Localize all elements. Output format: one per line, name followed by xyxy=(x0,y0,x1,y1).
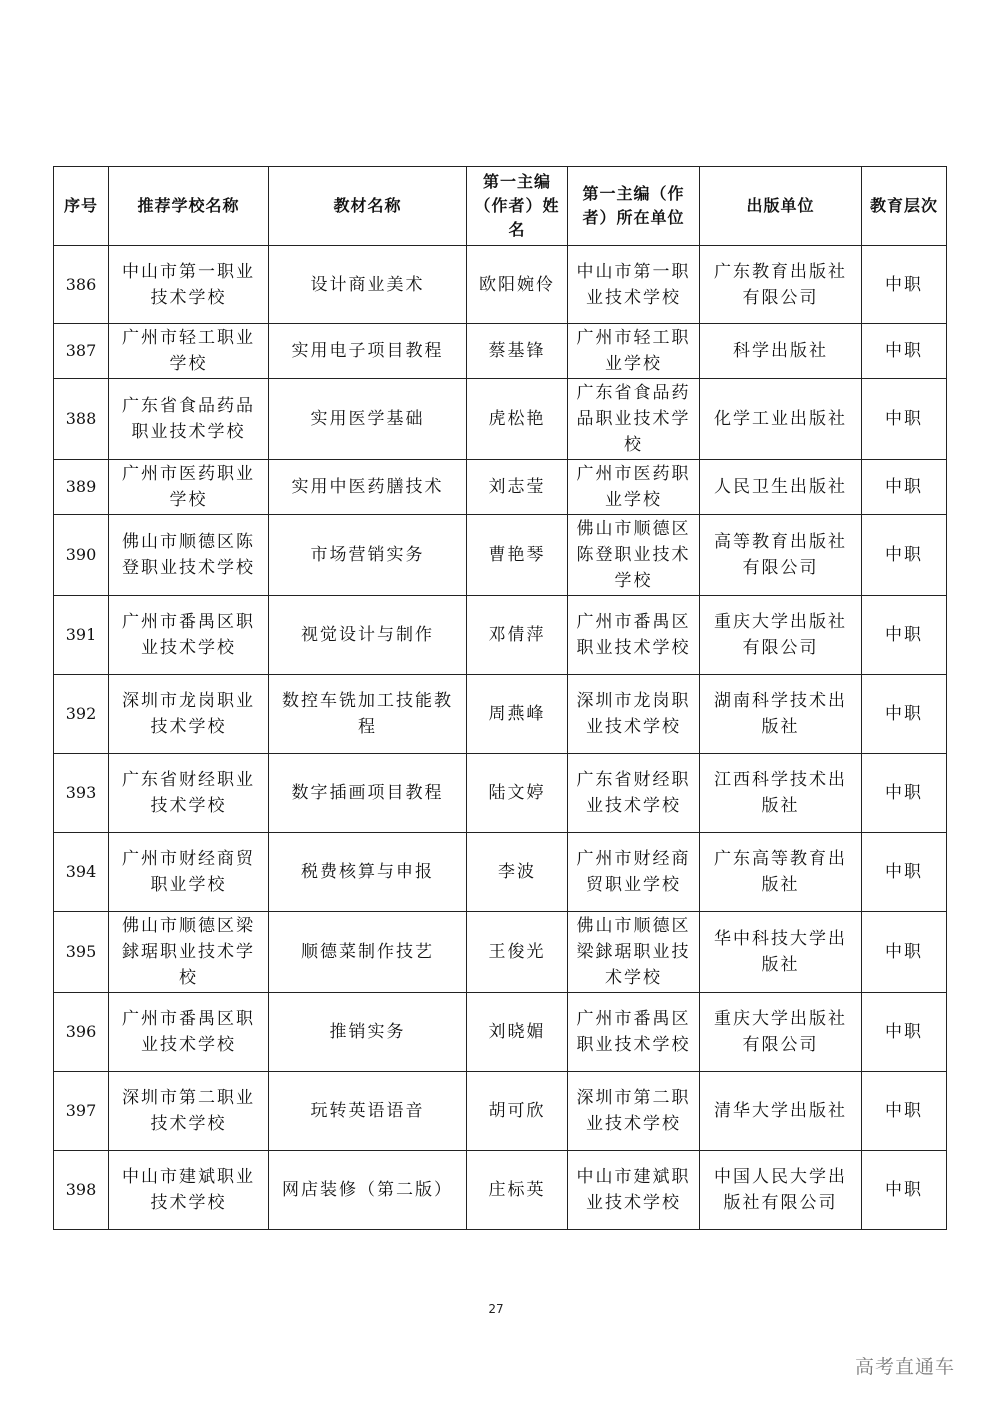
cell-publisher: 人民卫生出版社 xyxy=(700,460,862,515)
cell-seq: 387 xyxy=(54,324,109,379)
cell-textbook: 视觉设计与制作 xyxy=(269,596,467,675)
table-row xyxy=(54,324,947,379)
cell-publisher: 重庆大学出版社有限公司 xyxy=(700,993,862,1072)
cell-level: 中职 xyxy=(862,1072,947,1151)
cell-textbook: 推销实务 xyxy=(269,993,467,1072)
cell-level: 中职 xyxy=(862,912,947,993)
table-row xyxy=(54,912,947,993)
cell-editor-unit: 深圳市龙岗职业技术学校 xyxy=(568,675,700,754)
cell-seq: 388 xyxy=(54,379,109,460)
cell-textbook: 设计商业美术 xyxy=(269,246,467,324)
cell-editor-unit: 广东省财经职业技术学校 xyxy=(568,754,700,833)
cell-editor: 刘志莹 xyxy=(467,460,568,515)
cell-textbook: 实用中医药膳技术 xyxy=(269,460,467,515)
cell-level: 中职 xyxy=(862,324,947,379)
cell-publisher: 化学工业出版社 xyxy=(700,379,862,460)
cell-level: 中职 xyxy=(862,675,947,754)
header-level: 教育层次 xyxy=(862,167,947,246)
cell-school: 广东省食品药品职业技术学校 xyxy=(109,379,269,460)
cell-editor-unit: 中山市第一职业技术学校 xyxy=(568,246,700,324)
cell-seq: 392 xyxy=(54,675,109,754)
cell-editor: 胡可欣 xyxy=(467,1072,568,1151)
table-row xyxy=(54,1151,947,1230)
cell-school: 深圳市龙岗职业技术学校 xyxy=(109,675,269,754)
cell-seq: 386 xyxy=(54,246,109,324)
cell-seq: 397 xyxy=(54,1072,109,1151)
cell-school: 广东省财经职业技术学校 xyxy=(109,754,269,833)
table-row xyxy=(54,1072,947,1151)
cell-textbook: 数字插画项目教程 xyxy=(269,754,467,833)
cell-publisher: 广东高等教育出版社 xyxy=(700,833,862,912)
cell-textbook: 税费核算与申报 xyxy=(269,833,467,912)
cell-publisher: 广东教育出版社有限公司 xyxy=(700,246,862,324)
cell-editor: 曹艳琴 xyxy=(467,515,568,596)
cell-school: 广州市医药职业学校 xyxy=(109,460,269,515)
cell-seq: 390 xyxy=(54,515,109,596)
page-number: 27 xyxy=(488,1302,504,1316)
cell-publisher: 江西科学技术出版社 xyxy=(700,754,862,833)
cell-editor-unit: 广州市医药职业学校 xyxy=(568,460,700,515)
textbook-table xyxy=(53,166,947,1230)
cell-school: 佛山市顺德区陈登职业技术学校 xyxy=(109,515,269,596)
cell-editor-unit: 广州市番禺区职业技术学校 xyxy=(568,993,700,1072)
table-row xyxy=(54,833,947,912)
cell-level: 中职 xyxy=(862,246,947,324)
cell-seq: 393 xyxy=(54,754,109,833)
table-row xyxy=(54,596,947,675)
header-editor: 第一主编（作者）姓名 xyxy=(467,167,568,246)
table-row xyxy=(54,754,947,833)
cell-school: 深圳市第二职业技术学校 xyxy=(109,1072,269,1151)
cell-textbook: 数控车铣加工技能教程 xyxy=(269,675,467,754)
header-textbook: 教材名称 xyxy=(269,167,467,246)
cell-level: 中职 xyxy=(862,833,947,912)
cell-level: 中职 xyxy=(862,379,947,460)
header-editor-unit: 第一主编（作者）所在单位 xyxy=(568,167,700,246)
cell-editor: 庄标英 xyxy=(467,1151,568,1230)
cell-editor: 欧阳婉伶 xyxy=(467,246,568,324)
cell-school: 广州市财经商贸职业学校 xyxy=(109,833,269,912)
cell-publisher: 高等教育出版社有限公司 xyxy=(700,515,862,596)
cell-publisher: 重庆大学出版社有限公司 xyxy=(700,596,862,675)
cell-textbook: 网店装修（第二版） xyxy=(269,1151,467,1230)
cell-editor: 李波 xyxy=(467,833,568,912)
cell-seq: 395 xyxy=(54,912,109,993)
table-row xyxy=(54,675,947,754)
cell-school: 中山市建斌职业技术学校 xyxy=(109,1151,269,1230)
table-row xyxy=(54,993,947,1072)
cell-editor-unit: 广东省食品药品职业技术学校 xyxy=(568,379,700,460)
cell-editor: 陆文婷 xyxy=(467,754,568,833)
cell-editor-unit: 佛山市顺德区陈登职业技术学校 xyxy=(568,515,700,596)
cell-school: 佛山市顺德区梁銶琚职业技术学校 xyxy=(109,912,269,993)
table-body xyxy=(54,246,947,1230)
cell-seq: 394 xyxy=(54,833,109,912)
watermark-text: 高考直通车 xyxy=(855,1356,956,1378)
table-row xyxy=(54,515,947,596)
cell-editor: 王俊光 xyxy=(467,912,568,993)
cell-editor: 虎松艳 xyxy=(467,379,568,460)
cell-textbook: 顺德菜制作技艺 xyxy=(269,912,467,993)
cell-textbook: 实用医学基础 xyxy=(269,379,467,460)
cell-level: 中职 xyxy=(862,515,947,596)
cell-editor-unit: 广州市财经商贸职业学校 xyxy=(568,833,700,912)
cell-editor-unit: 中山市建斌职业技术学校 xyxy=(568,1151,700,1230)
table-row xyxy=(54,379,947,460)
cell-school: 广州市番禺区职业技术学校 xyxy=(109,596,269,675)
cell-school: 广州市轻工职业学校 xyxy=(109,324,269,379)
cell-seq: 396 xyxy=(54,993,109,1072)
cell-editor-unit: 深圳市第二职业技术学校 xyxy=(568,1072,700,1151)
cell-textbook: 市场营销实务 xyxy=(269,515,467,596)
cell-publisher: 中国人民大学出版社有限公司 xyxy=(700,1151,862,1230)
cell-school: 中山市第一职业技术学校 xyxy=(109,246,269,324)
cell-level: 中职 xyxy=(862,1151,947,1230)
cell-school: 广州市番禺区职业技术学校 xyxy=(109,993,269,1072)
cell-publisher: 华中科技大学出版社 xyxy=(700,912,862,993)
table-row xyxy=(54,246,947,324)
cell-level: 中职 xyxy=(862,596,947,675)
cell-level: 中职 xyxy=(862,460,947,515)
table-header-row xyxy=(54,167,947,246)
cell-level: 中职 xyxy=(862,993,947,1072)
cell-seq: 389 xyxy=(54,460,109,515)
cell-editor: 刘晓媚 xyxy=(467,993,568,1072)
cell-publisher: 湖南科学技术出版社 xyxy=(700,675,862,754)
cell-textbook: 玩转英语语音 xyxy=(269,1072,467,1151)
cell-publisher: 科学出版社 xyxy=(700,324,862,379)
cell-editor: 邓倩萍 xyxy=(467,596,568,675)
cell-editor-unit: 佛山市顺德区梁銶琚职业技术学校 xyxy=(568,912,700,993)
header-publisher: 出版单位 xyxy=(700,167,862,246)
cell-editor: 周燕峰 xyxy=(467,675,568,754)
cell-seq: 391 xyxy=(54,596,109,675)
cell-editor-unit: 广州市番禺区职业技术学校 xyxy=(568,596,700,675)
cell-level: 中职 xyxy=(862,754,947,833)
cell-seq: 398 xyxy=(54,1151,109,1230)
header-seq: 序号 xyxy=(54,167,109,246)
cell-publisher: 清华大学出版社 xyxy=(700,1072,862,1151)
cell-textbook: 实用电子项目教程 xyxy=(269,324,467,379)
cell-editor: 蔡基锋 xyxy=(467,324,568,379)
header-school: 推荐学校名称 xyxy=(109,167,269,246)
cell-editor-unit: 广州市轻工职业学校 xyxy=(568,324,700,379)
table-row xyxy=(54,460,947,515)
